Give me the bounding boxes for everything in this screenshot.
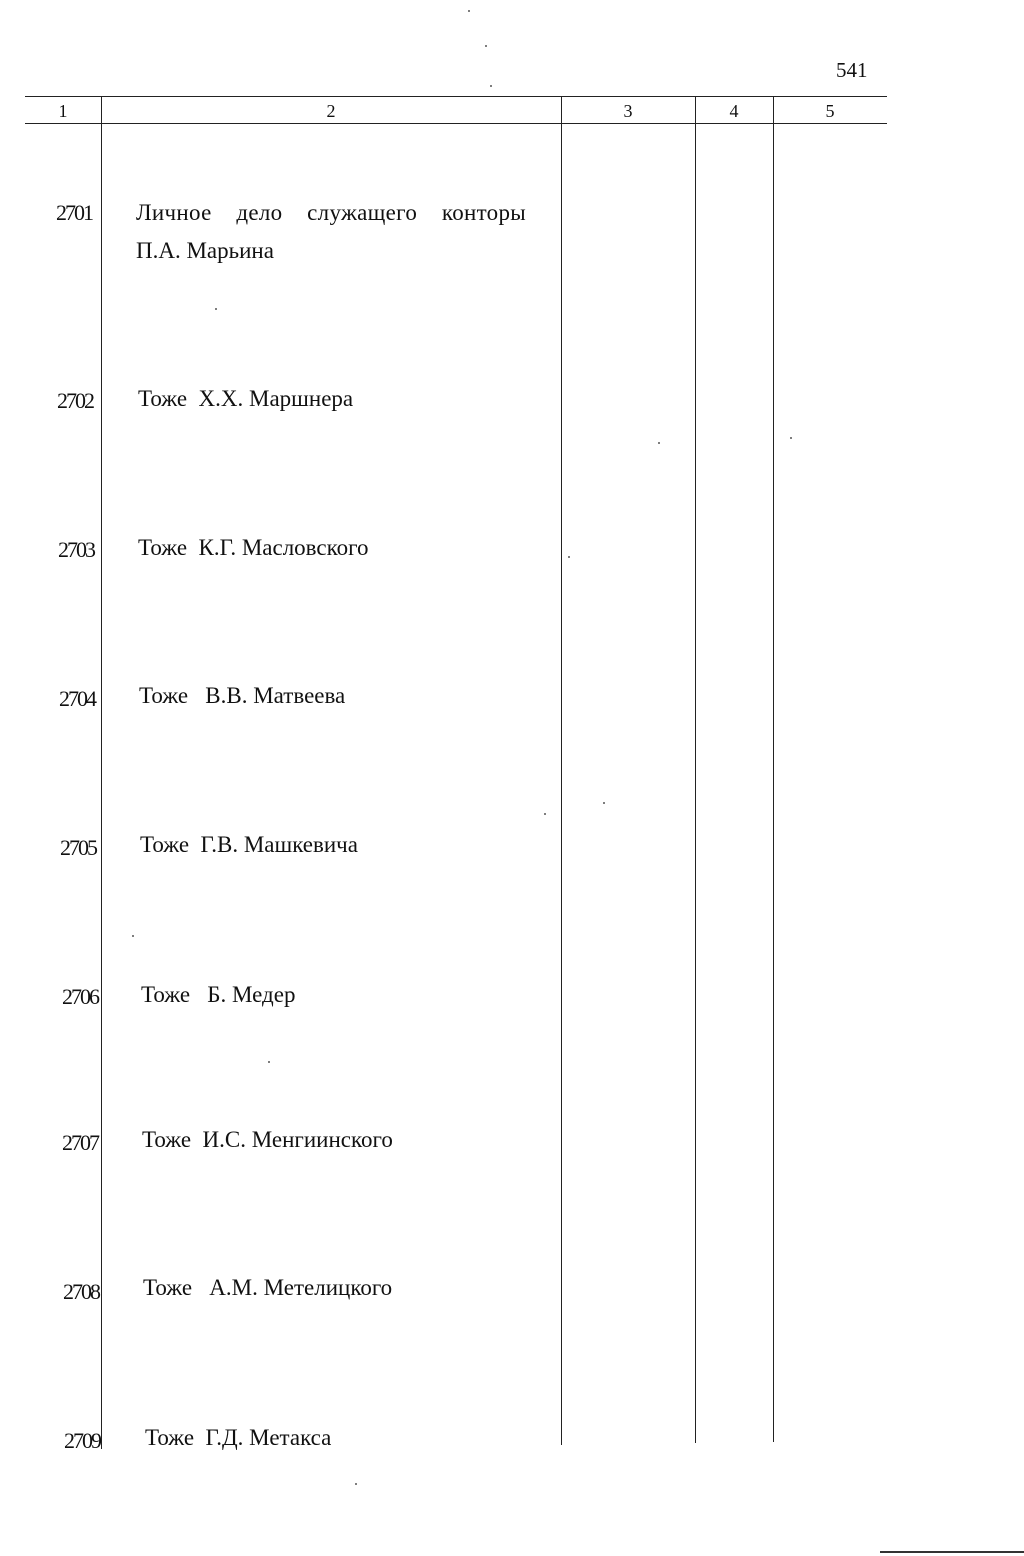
column-divider-3-4 bbox=[695, 97, 696, 1443]
row-title-2709: Тоже Г.Д. Метакса bbox=[145, 1425, 332, 1450]
column-header-1: 1 bbox=[58, 101, 68, 121]
scan-edge-line bbox=[880, 1551, 1024, 1553]
row-number-2709: 2709 bbox=[64, 1428, 100, 1453]
row-title-2703: Тоже К.Г. Масловского bbox=[138, 535, 369, 560]
scan-speck bbox=[268, 1061, 270, 1063]
scan-speck bbox=[658, 442, 660, 444]
row-title-2701-line1: Личное дело служащего конторы bbox=[136, 200, 526, 225]
row-number-2704: 2704 bbox=[59, 686, 95, 711]
row-title-2701 bbox=[136, 194, 526, 270]
scan-speck bbox=[603, 802, 605, 804]
column-header-5: 5 bbox=[825, 101, 835, 121]
scan-speck bbox=[490, 85, 492, 87]
column-header-2: 2 bbox=[326, 101, 336, 121]
row-title-2704: Тоже В.В. Матвеева bbox=[139, 683, 346, 708]
row-title-2707: Тоже И.С. Менгиинского bbox=[142, 1127, 393, 1152]
row-number-2702: 2702 bbox=[57, 388, 93, 413]
row-number-2708: 2708 bbox=[63, 1279, 99, 1304]
row-title-2701-line2: П.А. Марьина bbox=[136, 238, 274, 263]
row-title-2708: Тоже А.М. Метелицкого bbox=[143, 1275, 393, 1300]
scan-speck bbox=[568, 556, 570, 558]
column-divider-4-5 bbox=[773, 97, 774, 1442]
scan-speck bbox=[485, 45, 487, 47]
row-number-2703: 2703 bbox=[58, 537, 94, 562]
row-title-2705: Тоже Г.В. Машкевича bbox=[140, 832, 358, 857]
column-divider-2-3 bbox=[561, 97, 562, 1445]
scan-speck bbox=[355, 1483, 357, 1485]
scan-speck bbox=[468, 10, 470, 12]
scan-speck bbox=[215, 308, 217, 310]
page-number: 541 bbox=[836, 58, 868, 82]
scan-speck bbox=[790, 437, 792, 439]
row-title-2702: Тоже Х.Х. Маршнера bbox=[138, 386, 354, 411]
column-divider-1-2 bbox=[101, 97, 102, 1449]
row-title-2706: Тоже Б. Медер bbox=[141, 982, 296, 1007]
row-number-2706: 2706 bbox=[62, 984, 98, 1009]
column-header-4: 4 bbox=[729, 101, 739, 121]
header-top-rule bbox=[25, 96, 887, 97]
scan-speck bbox=[544, 813, 546, 815]
row-number-2701: 2701 bbox=[56, 200, 92, 225]
column-header-3: 3 bbox=[623, 101, 633, 121]
row-number-2705: 2705 bbox=[60, 835, 96, 860]
row-number-2707: 2707 bbox=[62, 1130, 98, 1155]
scan-speck bbox=[132, 935, 134, 937]
header-bottom-rule bbox=[25, 123, 887, 124]
